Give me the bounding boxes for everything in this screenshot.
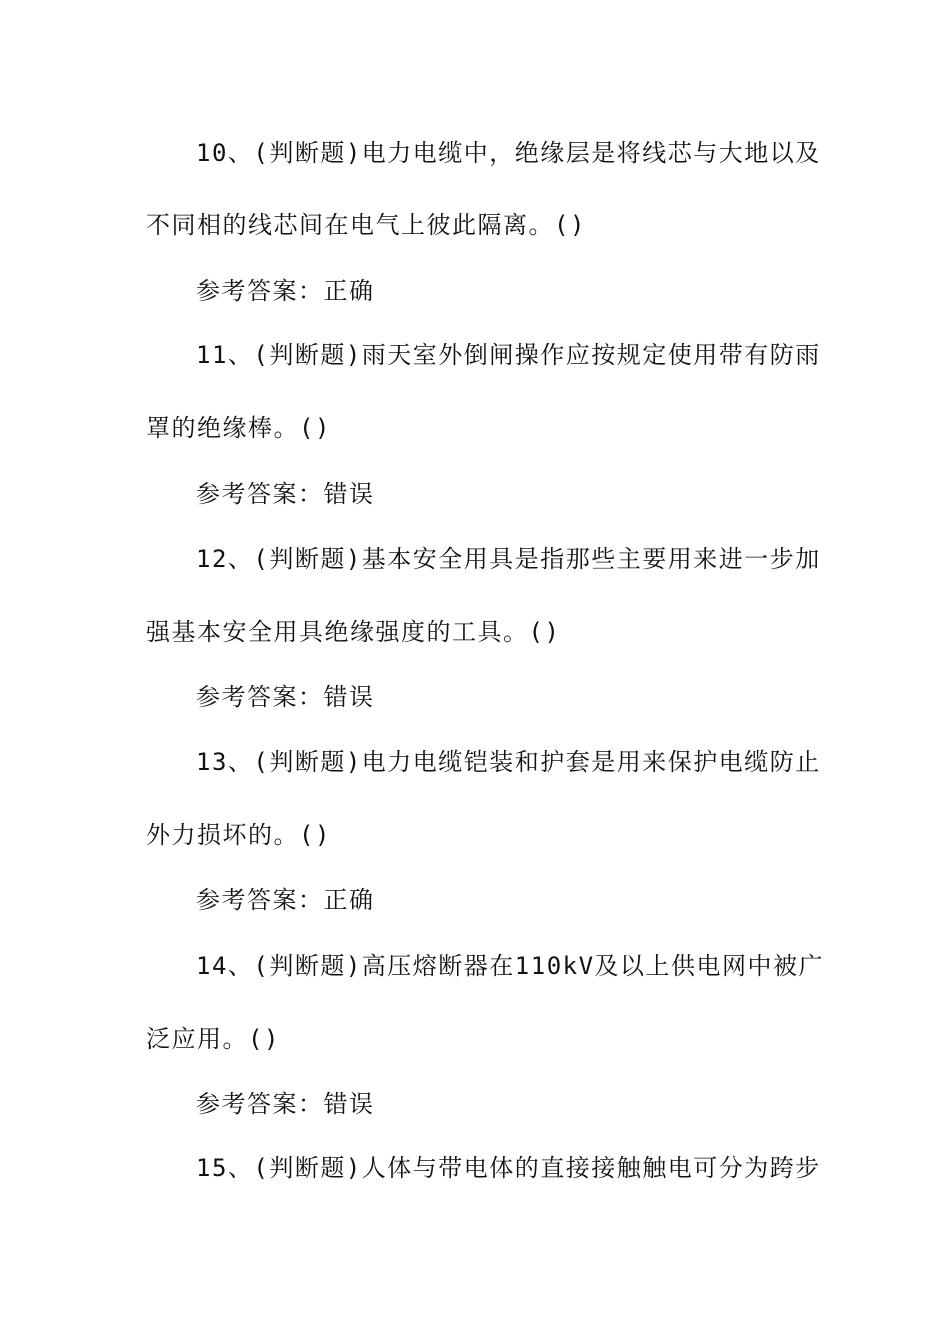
question-11-line-2: 罩的绝缘棒。() xyxy=(146,414,331,442)
question-14-line-2: 泛应用。() xyxy=(146,1025,280,1053)
question-10-answer: 参考答案：正确 xyxy=(196,277,375,305)
question-15-line-1: 15、(判断题)人体与带电体的直接接触触电可分为跨步 xyxy=(196,1154,821,1182)
question-12-line-1: 12、(判断题)基本安全用具是指那些主要用来进一步加 xyxy=(196,545,821,573)
question-13-answer: 参考答案：正确 xyxy=(196,886,375,914)
question-10-line-1: 10、(判断题)电力电缆中，绝缘层是将线芯与大地以及 xyxy=(196,139,821,167)
question-10-line-2: 不同相的线芯间在电气上彼此隔离。() xyxy=(146,211,586,239)
question-11-answer: 参考答案：错误 xyxy=(196,480,375,508)
question-13-line-2: 外力损坏的。() xyxy=(146,821,331,849)
question-14-line-1: 14、(判断题)高压熔断器在110kV及以上供电网中被广 xyxy=(196,952,825,980)
question-12-line-2: 强基本安全用具绝缘强度的工具。() xyxy=(146,618,561,646)
question-13-line-1: 13、(判断题)电力电缆铠装和护套是用来保护电缆防止 xyxy=(196,748,821,776)
question-12-answer: 参考答案：错误 xyxy=(196,683,375,711)
question-14-answer: 参考答案：错误 xyxy=(196,1090,375,1118)
question-11-line-1: 11、(判断题)雨天室外倒闸操作应按规定使用带有防雨 xyxy=(196,341,821,369)
